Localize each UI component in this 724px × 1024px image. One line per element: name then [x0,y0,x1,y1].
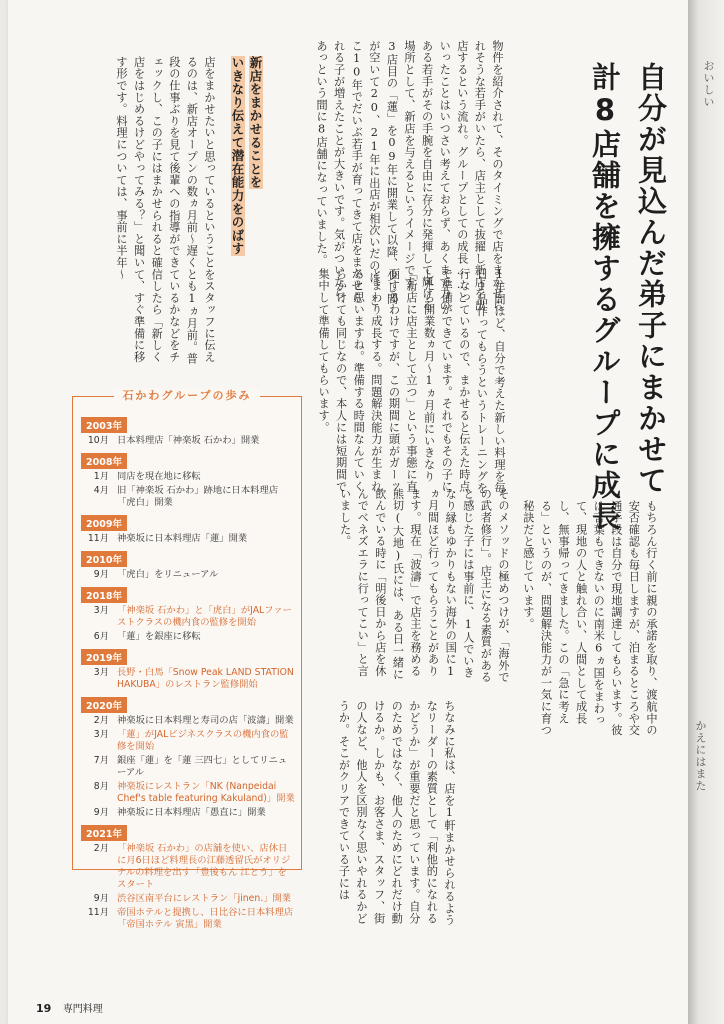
timeline-year: 2003年 [81,417,127,433]
timeline-event-month: 1月 [93,471,109,482]
timeline-event [81,781,295,805]
timeline-year: 2020年 [81,697,127,713]
timeline-event-text: 渋谷区南平台にレストラン「jinen.」開業 [117,893,292,904]
article-column-upper-1: 物件を紹介されて、そのタイミングで店をまかせられそうな若手がいたら、店主として抜擢し新店を出店するという流れ。グループとしての成長……といったことはいつさい考えておらず、あくまで力のある若手がその手腕を自由に存分に発揮して輝ける場所として、新店を与えるというイメージです。3店目の「蓮」を09年に開業して以降、少し間が空いて20、21年に出店が相次いだのは、ここ10年でだいぶ若手が育ってきて店をまかせられる子が増えたことが大きいです。気がついたら、あっという間に8店舗になっていました。 [315,40,504,312]
subheadline-line-2: いきなり伝えて潜在能力をのばす [230,56,245,256]
magazine-name: 専門料理 [62,1004,103,1015]
timeline-event-month: 2月 [93,715,109,726]
timeline-event-text: 旧「神楽坂 石かわ」跡地に日本料理店「虎白」開業 [117,485,279,508]
next-page-fragment-2: かえにはまた [694,720,707,792]
timeline-event-month: 2月 [93,843,109,854]
timeline-event-text: 神楽坂に日本料理店「愚直に」開業 [117,807,266,818]
timeline-event-month: 10月 [87,435,109,446]
timeline-event-text: 神楽坂に日本料理店「蓮」開業 [117,533,248,544]
timeline-event-text: 「神楽坂 石かわ」の店舗を使い、店休日に月6日ほど料理長の江藤透留氏がオリジナルの料理を出す「豊後もん 江とう」をスタート [117,843,291,890]
timeline-event-text: 長野・白馬「Snow Peak LAND STATION HAKUBA」のレストラン監修開始 [117,667,294,690]
timeline-event-month: 9月 [93,893,109,904]
timeline-event [81,843,295,891]
timeline-event-month: 8月 [93,781,109,792]
timeline-title: 石かわグループの歩み [73,387,301,403]
article-column-upper-3: そのメソッドの極めつけが、「海外での武者修行」。店主になる素質があると感じた子には事前に、1人でいきなり縁もゆかりもない海外の国に1ヵ月間ほど行ってもらうことがあります。現在「波濤」で店主を務める熊切(大地)氏には、ある日一緒に飲んでいる時に「明後日から店を休んでベネズエラに行ってこい」と言いました。 [338,488,510,683]
timeline-event [81,533,295,545]
article-column-lower-3: ちなみに私は、店を1軒まかせられるようなリーダーの素質として「利他的になれるかどうか」が重要だと思っています。自分のためではなく、他人のためにどれだけ動けるか。しかも、お客さま、スタッフ、街の人など、他人を区別なく思いやれるかどうか。そこがクリアできている子には [337,700,456,926]
page-footer [36,1000,103,1015]
timeline-event [81,631,295,643]
next-page-fragment-1: おいしい [702,60,715,108]
timeline-event-text: 同店を現在地に移転 [117,471,201,482]
timeline-event-text: 日本料理店「神楽坂 石かわ」開業 [117,435,260,446]
timeline-event [81,729,295,753]
timeline-year: 2018年 [81,587,127,603]
timeline-event [81,471,295,483]
timeline-event-text: 帝国ホテルと提携し、日比谷に日本料理店「帝国ホテル 寅黒」開業 [117,907,294,930]
timeline-event-month: 7月 [93,755,109,766]
timeline-event-month: 9月 [93,569,109,580]
article-column-upper-2: 1年間ほど、自分で考えた新しい料理を毎日1品作ってもらうというトレーニングを行なっているので、まかせると伝えた時点で準備ができています。それでもその子にしたら開業数ヵ月〜1ヵ月前にいきなり「新店に店主として立つ」という事態に直面するわけですが、この期間に頭がガーッとまわり成長する。問題解決能力が生まれると思いますね。準備する時間なんていくらかけても同じなので、本人には短期間で集中して準備してもらいます。 [317,268,506,494]
timeline-event-month: 11月 [87,533,109,544]
timeline-box [72,389,302,930]
timeline-event [81,605,295,629]
timeline-event [81,755,295,779]
next-page-edge [688,0,724,1024]
timeline-event-text: 銀座「蓮」を「蓮 三四七」としてリニューアル [117,755,288,778]
headline-line-2: 計8店舗を擁するグループに成長 [588,62,622,532]
timeline-event-text: 神楽坂に日本料理と寿司の店「波濤」開業 [117,715,294,726]
timeline-event [81,807,295,819]
article-column-lower-2: もちろん行く前に親の承諾を取り、渡航中の安否確認も毎日しますが、泊まるところや交通手段は自分で現地調達してもらいます。彼は言葉もできないのに南米6ヵ国をまわって、現地の人と触れ合い、人間として成長し、無事帰ってきました。この「急に考える」というのが、問題解決能力が一気に育つ秘訣だと感じています。 [521,500,658,736]
article-column-lower-1: 店をまかせたいと思っているということをスタッフに伝えるのは、新店オープンの数ヵ月前〜遅くとも1ヵ月前。普段の仕事ぶりを見て後輩への指導ができているかなどをチェックし、この子にはまかせられると確信したら「新しく店をはじめるけどやってみる？」と聞いて、すぐ準備に移す形です。料理については、事前に半年〜 [115,56,216,365]
timeline-year: 2010年 [81,551,127,567]
timeline-event-month: 3月 [93,729,109,740]
timeline-event-month: 4月 [93,485,109,496]
timeline-event-text: 「神楽坂 石かわ」と「虎白」がJALファーストクラスの機内食の監修を開始 [117,605,292,628]
subheadline [222,56,264,256]
timeline-year: 2019年 [81,649,127,665]
headline [574,62,674,532]
timeline-event [81,715,295,727]
timeline-event [81,893,295,905]
timeline-event-text: 「虎白」をリニューアル [117,569,219,580]
timeline-event-month: 3月 [93,667,109,678]
magazine-page [8,0,688,1024]
timeline-event-text: 「蓮」を銀座に移転 [117,631,201,642]
timeline-event [81,485,295,509]
timeline-event-month: 3月 [93,605,109,616]
timeline-event-text: 神楽坂にレストラン「NK (Nanpeidai Chef's table featuring Kakuland)」開業 [117,781,295,804]
timeline-event [81,907,295,931]
timeline-event [81,435,295,447]
timeline-body [81,413,295,933]
timeline-event-month: 6月 [93,631,109,642]
timeline-year: 2008年 [81,453,127,469]
timeline-event [81,667,295,691]
headline-line-1: 自分が見込んだ弟子にまかせて [634,62,668,496]
timeline-event-month: 9月 [93,807,109,818]
timeline-event-month: 11月 [87,907,109,918]
subheadline-line-1: 新店をまかせることを [248,56,263,189]
timeline-event [81,569,295,581]
timeline-year: 2021年 [81,825,127,841]
page-number: 19 [36,1002,52,1015]
timeline-event-text: 「蓮」がJALビジネスクラスの機内食の監修を開始 [117,729,289,752]
timeline-year: 2009年 [81,515,127,531]
